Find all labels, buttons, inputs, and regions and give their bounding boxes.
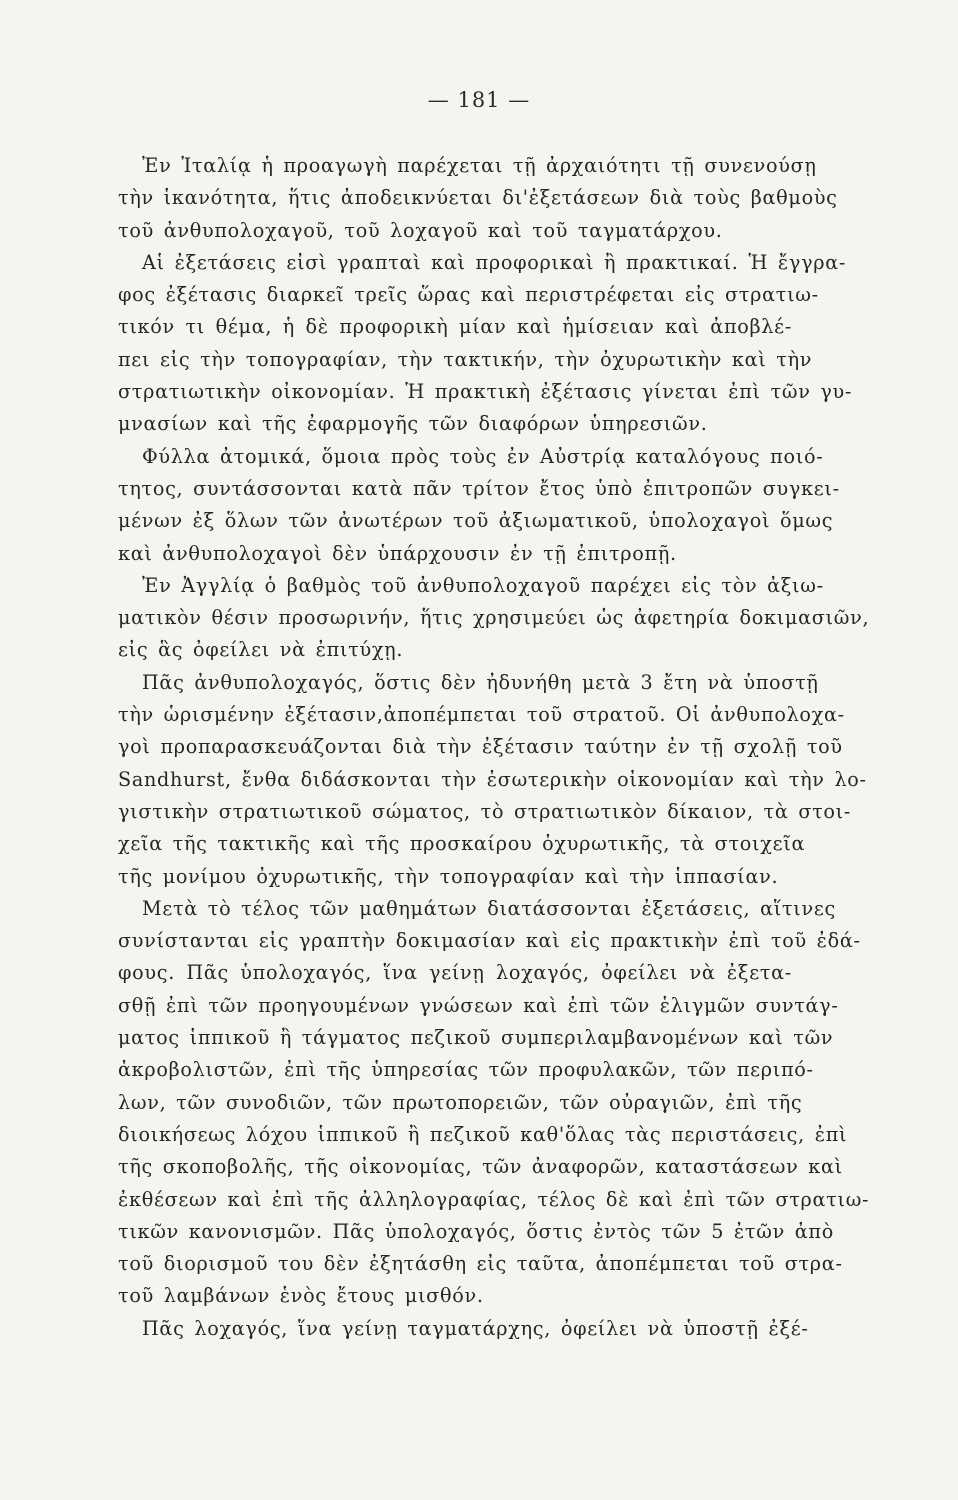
text-line: τητος, συντάσσονται κατὰ πᾶν τρίτον ἔτος ὑπὸ ἐπιτροπῶν συγκει- [118,476,840,500]
text-line: καὶ ἀνθυπολοχαγοὶ δὲν ὑπάρχουσιν ἐν τῇ ἐπιτροπῇ. [118,541,677,565]
text-line: γοὶ προπαρασκευάζονται διὰ τὴν ἐξέτασιν ταύτην ἐν τῇ σχολῇ τοῦ [118,735,843,759]
text-line: Φύλλα ἀτομικά, ὅμοια πρὸς τοὺς ἐν Αὐστρίᾳ καταλόγους ποιό- [142,444,824,468]
text-line: τοῦ ἀνθυπολοχαγοῦ, τοῦ λοχαγοῦ καὶ τοῦ ταγματάρχου. [118,218,723,242]
text-line: ματικὸν θέσιν προσωρινήν, ἥτις χρησιμεύει ὡς ἀφετηρία δοκιμασιῶν, [118,606,870,630]
text-line: ἐκθέσεων καὶ ἐπὶ τῆς ἀλληλογραφίας, τέλος δὲ καὶ ἐπὶ τῶν στρατιω- [118,1187,870,1211]
text-line: φος ἐξέτασις διαρκεῖ τρεῖς ὥρας καὶ περιστρέφεται εἰς στρατιω- [118,283,819,307]
text-line: τικῶν κανονισμῶν. Πᾶς ὑπολοχαγός, ὅστις ἐντὸς τῶν 5 ἐτῶν ἀπὸ [118,1219,834,1243]
text-line: εἰς ἃς ὀφείλει νὰ ἐπιτύχῃ. [118,638,404,662]
text-line: ἀκροβολιστῶν, ἐπὶ τῆς ὑπηρεσίας τῶν προφυλακῶν, τῶν περιπό- [118,1058,814,1082]
text-line: Αἱ ἐξετάσεις εἰσὶ γραπταὶ καὶ προφορικαὶ ἢ πρακτικαί. Ἡ ἔγγρα- [142,250,847,274]
text-line: Ἐν Ἀγγλίᾳ ὁ βαθμὸς τοῦ ἀνθυπολοχαγοῦ παρέχει εἰς τὸν ἀξιω- [142,573,824,597]
text-line: συνίστανται εἰς γραπτὴν δοκιμασίαν καὶ εἰς πρακτικὴν ἐπὶ τοῦ ἐδά- [118,929,861,953]
text-line: τῆς μονίμου ὀχυρωτικῆς, τὴν τοπογραφίαν καὶ τὴν ἱππασίαν. [118,864,779,888]
text-line: μένων ἐξ ὅλων τῶν ἀνωτέρων τοῦ ἀξιωματικοῦ, ὑπολοχαγοὶ ὅμως [118,509,834,533]
text-line: Ἐν Ἰταλίᾳ ἡ προαγωγὴ παρέχεται τῇ ἀρχαιότητι τῇ συνενούσῃ [142,154,817,177]
text-line: Μετὰ τὸ τέλος τῶν μαθημάτων διατάσσονται ἐξετάσεις, αἵτινες [142,896,836,920]
text-line: τὴν ὡρισμένην ἐξέτασιν,ἀποπέμπεται τοῦ στρατοῦ. Οἱ ἀνθυπολοχα- [118,703,845,727]
page-number: — 181 — [427,88,531,112]
text-line: Πᾶς λοχαγός, ἵνα γείνῃ ταγματάρχης, ὀφείλει νὰ ὑποστῇ ἐξέ- [142,1316,809,1340]
text-line: τὴν ἱκανότητα, ἥτις ἀποδεικνύεται δι'ἐξετάσεων διὰ τοὺς βαθμοὺς [118,186,838,210]
text-line: πει εἰς τὴν τοπογραφίαν, τὴν τακτικήν, τὴν ὀχυρωτικὴν καὶ τὴν [118,347,813,371]
text-line: μνασίων καὶ τῆς ἐφαρμογῆς τῶν διαφόρων ὑπηρεσιῶν. [118,412,708,436]
text-line: τοῦ διορισμοῦ του δὲν ἐξητάσθη εἰς ταῦτα, ἀποπέμπεται τοῦ στρα- [118,1252,843,1276]
text-line: τῆς σκοποβολῆς, τῆς οἰκονομίας, τῶν ἀναφορῶν, καταστάσεων καὶ [118,1155,843,1179]
text-line: Πᾶς ἀνθυπολοχαγός, ὅστις δὲν ἠδυνήθη μετὰ 3 ἔτη νὰ ὑποστῇ [142,670,819,694]
text-line: γιστικὴν στρατιωτικοῦ σώματος, τὸ στρατιωτικὸν δίκαιον, τὰ στοι- [118,799,852,823]
text-line: Sandhurst, ἔνθα διδάσκονται τὴν ἐσωτερικὴν οἰκονομίαν καὶ τὴν λο- [118,767,867,791]
text-line: φους. Πᾶς ὑπολοχαγός, ἵνα γείνῃ λοχαγός, ὀφείλει νὰ ἐξετα- [118,961,792,985]
text-line: χεῖα τῆς τακτικῆς καὶ τῆς προσκαίρου ὀχυρωτικῆς, τὰ στοιχεῖα [118,832,806,856]
text-line: τικόν τι θέμα, ἡ δὲ προφορικὴ μίαν καὶ ἡμίσειαν καὶ ἀποβλέ- [118,315,792,339]
text-line: λων, τῶν συνοδιῶν, τῶν πρωτοπορειῶν, τῶν οὐραγιῶν, ἐπὶ τῆς [118,1090,803,1114]
text-line: σθῇ ἐπὶ τῶν προηγουμένων γνώσεων καὶ ἐπὶ τῶν ἑλιγμῶν συντάγ- [118,993,839,1017]
text-line: ματος ἱππικοῦ ἢ τάγματος πεζικοῦ συμπεριλαμβανομένων καὶ τῶν [118,1026,834,1050]
body-text [118,150,870,1345]
text-line: τοῦ λαμβάνων ἑνὸς ἔτους μισθόν. [118,1284,484,1308]
text-line: στρατιωτικὴν οἰκονομίαν. Ἡ πρακτικὴ ἐξέτασις γίνεται ἐπὶ τῶν γυ- [118,380,853,404]
text-line: διοικήσεως λόχου ἱππικοῦ ἢ πεζικοῦ καθ'ὅλας τὰς περιστάσεις, ἐπὶ [118,1122,848,1146]
